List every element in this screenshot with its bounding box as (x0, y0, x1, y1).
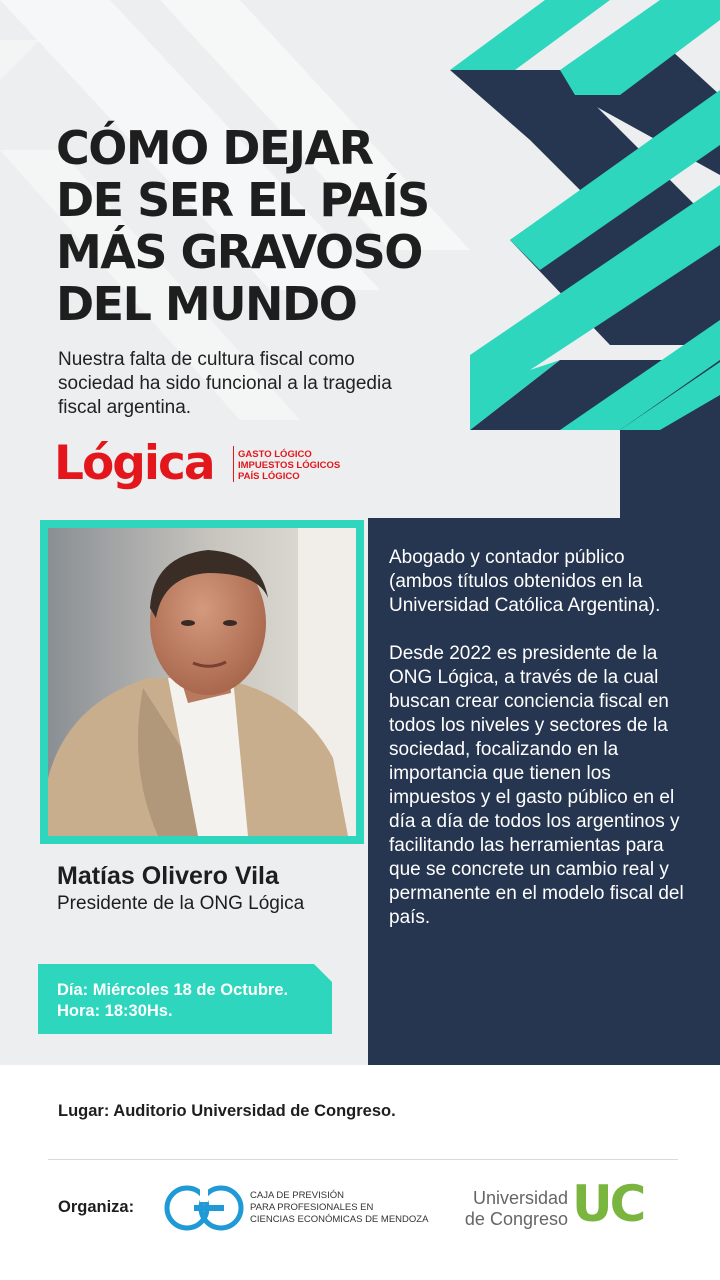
logo-separator (233, 446, 234, 482)
university-line: Universidad (472, 1188, 568, 1208)
university-line: de Congreso (464, 1209, 568, 1229)
event-time: Hora: 18:30Hs. (57, 1002, 173, 1020)
date-badge-corner (314, 964, 332, 982)
logo-wordmark: Lógica (54, 436, 214, 491)
caja-line: CIENCIAS ECONÓMICAS DE MENDOZA (250, 1214, 429, 1225)
title-line: DEL MUNDO (56, 277, 357, 331)
header-section (0, 0, 720, 518)
logo-tagline: GASTO LÓGICO (238, 449, 312, 460)
title-line: DE SER EL PAÍS (56, 173, 429, 227)
speaker-role: Presidente de la ONG Lógica (57, 893, 305, 914)
logo-taglines (238, 449, 340, 482)
caja-line: PARA PROFESIONALES EN (250, 1202, 374, 1213)
logica-logo (54, 436, 354, 496)
event-title (56, 122, 496, 330)
bio-paragraph: Desde 2022 es presidente de la ONG Lógica, a través de la cual buscan crear conciencia fiscal en todos los niveles y sectores de la sociedad, focalizando en la importancia que tienen los impuestos y el gasto público en el día a día de todos los argentinos y facilitando las herramientas para que se concrete un cambio real y permanente en el modelo fiscal del país. (389, 643, 684, 928)
title-line: CÓMO DEJAR (56, 121, 373, 175)
caja-line: CAJA DE PREVISIÓN (250, 1190, 344, 1201)
logo-tagline: IMPUESTOS LÓGICOS (238, 460, 341, 471)
caja-prevision-name (250, 1190, 428, 1226)
title-line: MÁS GRAVOSO (56, 225, 422, 279)
event-venue: Lugar: Auditorio Universidad de Congreso. (58, 1102, 396, 1120)
speaker-photo (48, 528, 356, 836)
event-date: Día: Miércoles 18 de Octubre. (57, 981, 289, 999)
event-subtitle: Nuestra falta de cultura fiscal como sociedad ha sido funcional a la tragedia fiscal argentina. (58, 349, 392, 418)
bio-paragraph: Abogado y contador público (ambos títulos obtenidos en la Universidad Católica Argentina). (389, 547, 661, 616)
university-logo-mark: UC (572, 1175, 644, 1233)
speaker-portrait-icon (48, 528, 356, 836)
date-time-text (57, 980, 288, 1022)
divider (48, 1159, 678, 1160)
speaker-name: Matías Olivero Vila (57, 862, 279, 890)
speaker-bio (389, 546, 689, 954)
organizers-label: Organiza: (58, 1198, 135, 1216)
caja-prevision-logo-icon (164, 1185, 244, 1231)
university-name (464, 1188, 568, 1230)
logo-tagline: PAÍS LÓGICO (238, 471, 300, 482)
